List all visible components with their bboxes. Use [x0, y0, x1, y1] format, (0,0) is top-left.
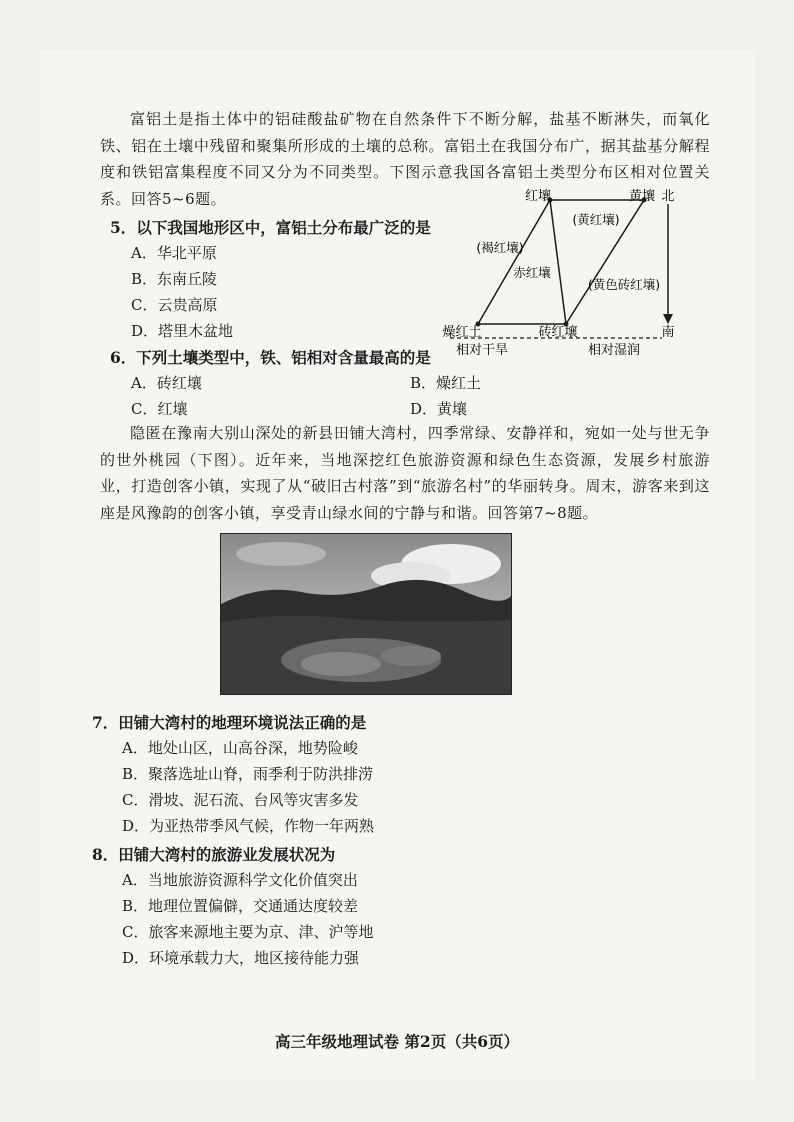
- label-yellow-latosol: (黄色砖红壤): [587, 277, 661, 292]
- label-yellow-red-soil: (黄红壤): [572, 212, 620, 227]
- label-brown-red-soil: (褐红壤): [476, 240, 524, 255]
- question-8-option-a: A．当地旅游资源科学文化价值突出: [122, 871, 358, 889]
- question-6-option-b: B．燥红土: [410, 374, 482, 392]
- question-7-option-a: A．地处山区，山高谷深，地势险峻: [122, 739, 358, 757]
- page-footer: 高三年级地理试卷 第2页（共6页）: [275, 1032, 519, 1051]
- question-6-option-a: A．砖红壤: [131, 374, 202, 392]
- soil-distribution-diagram: [430, 186, 690, 358]
- question-7-stem: 7．田铺大湾村的地理环境说法正确的是: [92, 713, 367, 732]
- question-8-option-c: C．旅客来源地主要为京、津、沪等地: [122, 923, 374, 941]
- question-8-option-d: D．环境承载力大，地区接待能力强: [122, 949, 360, 967]
- label-south: 南: [661, 325, 675, 340]
- question-7-option-d: D．为亚热带季风气候，作物一年两熟: [122, 817, 375, 835]
- question-5-option-d: D．塔里木盆地: [131, 322, 234, 340]
- label-yellow-soil: 黄壤: [628, 189, 656, 204]
- label-dry-red-soil: 燥红土: [442, 325, 482, 340]
- question-8-option-b: B．地理位置偏僻，交通通达度较差: [122, 897, 359, 915]
- question-5-option-a: A．华北平原: [131, 244, 217, 262]
- question-7-option-c: C．滑坡、泥石流、台风等灾害多发: [122, 791, 359, 809]
- intro-paragraph-village: 隐匿在豫南大别山深处的新县田铺大湾村，四季常绿、安静祥和，宛如一处与世无争的世外桃园（下图）。近年来，当地深挖红色旅游资源和绿色生态资源，发展乡村旅游业，打造创客小镇，实现了从“破旧古村落”到“旅游名村”的华丽转身。周末，游客来到这座是风豫韵的创客小镇，享受青山绿水间的宁静与和谐。回答第7~8题。: [100, 424, 710, 522]
- question-6-stem: 6．下列土壤类型中，铁、铝相对含量最高的是: [110, 348, 431, 367]
- intro-paragraph-soil: 富铝土是指土体中的铝硅酸盐矿物在自然条件下不断分解，盐基不断淋失，而氧化铁、铝在土壤中残留和聚集所形成的土壤的总称。富铝土在我国分布广，据其盐基分解程度和铁铝富集程度不同又分为不同类型。下图示意我国各富铝土类型分布区相对位置关系。回答5~6题。: [100, 110, 710, 208]
- question-6-option-d: D．黄壤: [410, 400, 468, 418]
- question-5-stem: 5．以下我国地形区中，富铝土分布最广泛的是: [110, 218, 431, 237]
- village-photo: [220, 533, 512, 695]
- label-relatively-dry: 相对干旱: [455, 343, 509, 358]
- question-7-option-b: B．聚落选址山脊，雨季利于防洪排涝: [122, 765, 374, 783]
- label-lateritic-red-soil: 赤红壤: [513, 265, 551, 280]
- label-relatively-wet: 相对湿润: [587, 343, 641, 358]
- label-north: 北: [661, 189, 675, 204]
- question-8-stem: 8．田铺大湾村的旅游业发展状况为: [92, 845, 336, 864]
- question-6-option-c: C．红壤: [131, 400, 188, 418]
- question-5-option-c: C．云贵高原: [131, 296, 218, 314]
- label-latosol: 砖红壤: [538, 325, 578, 340]
- label-red-soil: 红壤: [524, 189, 552, 204]
- question-5-option-b: B．东南丘陵: [131, 270, 218, 288]
